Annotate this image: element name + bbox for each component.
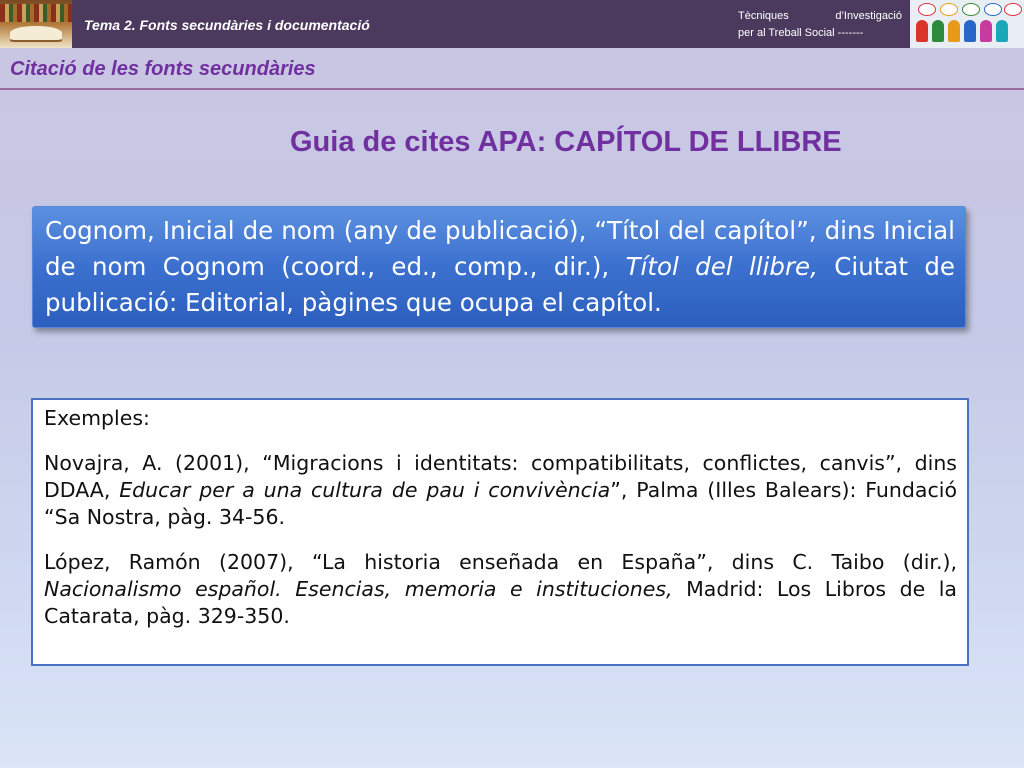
- header-course-line2: per al Treball Social -------: [738, 27, 864, 39]
- example-2-italic: Nacionalismo español. Esencias, memoria e instituciones,: [44, 577, 673, 601]
- examples-heading: Exemples:: [44, 406, 150, 430]
- header-title: Tema 2. Fonts secundàries i documentació: [84, 17, 370, 33]
- example-1-text-b: ”, Palma (Illes Balears): Fundació “Sa Nostra, pàg. 34-56.: [44, 478, 957, 529]
- example-2-text-b: Madrid: Los Libros de la Catarata, pàg. 329-350.: [44, 577, 957, 628]
- slide-subtitle: Citació de les fonts secundàries: [10, 58, 316, 80]
- subtitle-band: [0, 48, 1024, 90]
- citation-format-box: [32, 206, 966, 328]
- example-2-text-a: López, Ramón (2007), “La historia enseñada en España”, dins C. Taibo (dir.),: [44, 550, 957, 574]
- examples-box: [31, 398, 969, 666]
- header-course-line1b: d’Investigació: [835, 10, 902, 22]
- example-1-italic: Educar per a una cultura de pau i convivència: [119, 478, 611, 502]
- example-1: [44, 450, 957, 531]
- format-text-italic: Títol del llibre,: [625, 252, 818, 281]
- books-logo-icon: [0, 0, 72, 48]
- example-2: [44, 549, 957, 630]
- people-speech-bubbles-logo-icon: [910, 0, 1024, 48]
- header-course-line1a: Tècniques: [738, 10, 789, 22]
- header-course-name: [738, 8, 902, 42]
- format-text-part1: Cognom, Inicial de nom (any de publicació), “Títol del capítol”, dins Inicial de nom Cognom (coord., ed., comp., dir.),: [45, 216, 955, 281]
- format-text-part2: Ciutat de publicació: Editorial, pàgines que ocupa el capítol.: [45, 252, 955, 317]
- header-bar: [0, 0, 1024, 48]
- example-1-text-a: Novajra, A. (2001), “Migracions i identitats: compatibilitats, conflictes, canvis”, dins DDAA,: [44, 451, 957, 502]
- slide-title: Guia de cites APA: CAPÍTOL DE LLIBRE: [290, 126, 842, 158]
